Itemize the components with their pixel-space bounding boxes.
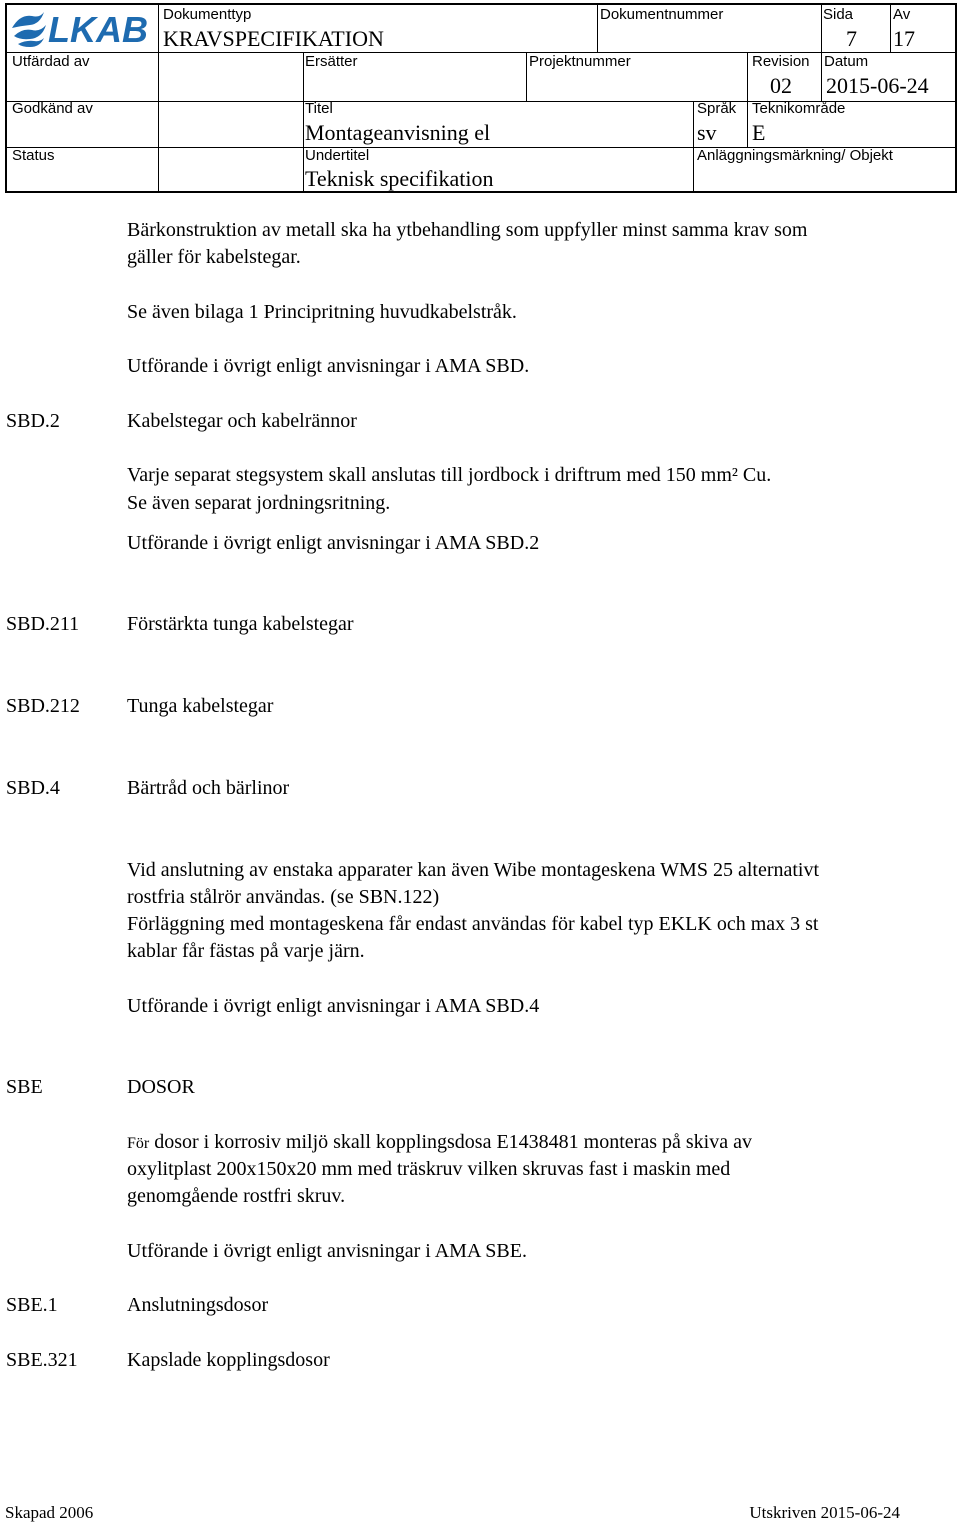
footer-created: Skapad 2006: [5, 1503, 94, 1522]
page-label: Sida: [823, 6, 854, 23]
language-value: sv: [697, 120, 717, 145]
approved-by-label: Godkänd av: [12, 100, 93, 117]
status-label: Status: [12, 147, 55, 164]
doc-type-label: Dokumenttyp: [163, 6, 252, 23]
logo-mark-icon: [12, 12, 46, 47]
paragraph-line: [127, 1129, 752, 1157]
footer-printed: Utskriven 2015-06-24: [749, 1503, 900, 1522]
lkab-logo: [10, 8, 156, 48]
tech-area-value: E: [752, 120, 766, 145]
section-title: Bärtråd och bärlinor: [127, 777, 290, 799]
date-value: 2015-06-24: [826, 73, 929, 98]
paragraph-line: Utförande i övrigt enligt anvisningar i AMA SBD.2: [127, 532, 540, 554]
paragraph-line: genomgående rostfri skruv.: [127, 1185, 346, 1207]
section-code: SBE.321: [6, 1349, 78, 1371]
paragraph-line: gäller för kabelstegar.: [127, 246, 301, 268]
page-value: 7: [846, 26, 857, 51]
section-title: Tunga kabelstegar: [127, 695, 274, 717]
doc-number-label: Dokumentnummer: [600, 6, 724, 23]
title-value: Montageanvisning el: [305, 120, 491, 145]
section-title: Kabelstegar och kabelrännor: [127, 410, 357, 432]
section-code: SBE: [6, 1076, 43, 1098]
paragraph-line: Förläggning med montageskena får endast användas för kabel typ EKLK och max 3 st: [127, 913, 819, 935]
section-code: SBD.211: [6, 613, 80, 635]
paragraph-line: Utförande i övrigt enligt anvisningar i AMA SBE.: [127, 1240, 527, 1262]
paragraph-text: dosor i korrosiv miljö skall kopplingsdosa E1438481 monteras på skiva av: [149, 1131, 752, 1153]
section-title: Förstärkta tunga kabelstegar: [127, 613, 354, 635]
paragraph-line: Se även separat jordningsritning.: [127, 492, 391, 514]
subtitle-label: Undertitel: [305, 147, 370, 164]
of-value: 17: [893, 26, 915, 51]
revision-label: Revision: [752, 53, 810, 70]
revision-value: 02: [770, 73, 792, 98]
section-title: DOSOR: [127, 1076, 195, 1098]
section-title: Kapslade kopplingsdosor: [127, 1349, 330, 1371]
paragraph-line: Se även bilaga 1 Principritning huvudkabelstråk.: [127, 301, 517, 323]
of-label: Av: [893, 6, 911, 23]
paragraph-line: Utförande i övrigt enligt anvisningar i AMA SBD.4: [127, 995, 540, 1017]
paragraph-line: Utförande i övrigt enligt anvisningar i AMA SBD.: [127, 355, 530, 377]
doc-type-value: KRAVSPECIFIKATION: [163, 26, 384, 51]
marking-label: Anläggningsmärkning/ Objekt: [697, 147, 893, 164]
section-code: SBE.1: [6, 1294, 58, 1316]
section-code: SBD.212: [6, 695, 80, 717]
project-number-label: Projektnummer: [529, 53, 631, 70]
replaces-label: Ersätter: [305, 53, 358, 70]
paragraph-line: oxylitplast 200x150x20 mm med träskruv vilken skruvas fast i maskin med: [127, 1158, 731, 1180]
logo-text: LKAB: [48, 9, 148, 48]
paragraph-line: kablar får fästas på varje järn.: [127, 940, 365, 962]
paragraph-line: Bärkonstruktion av metall ska ha ytbehandling som uppfyller minst samma krav som: [127, 219, 808, 241]
language-label: Språk: [697, 100, 737, 117]
paragraph-line: rostfria stålrör användas. (se SBN.122): [127, 886, 440, 908]
paragraph-lead-word: För: [127, 1135, 150, 1152]
section-code: SBD.4: [6, 777, 60, 799]
section-code: SBD.2: [6, 410, 60, 432]
paragraph-line: Vid anslutning av enstaka apparater kan även Wibe montageskena WMS 25 alternativt: [127, 859, 820, 881]
issued-by-label: Utfärdad av: [12, 53, 90, 70]
paragraph-line: Varje separat stegsystem skall anslutas till jordbock i driftrum med 150 mm² Cu.: [127, 464, 772, 486]
subtitle-value: Teknisk specifikation: [305, 166, 494, 191]
title-label: Titel: [305, 100, 333, 117]
date-label: Datum: [824, 53, 869, 70]
tech-area-label: Teknikområde: [752, 100, 846, 117]
section-title: Anslutningsdosor: [127, 1294, 269, 1316]
